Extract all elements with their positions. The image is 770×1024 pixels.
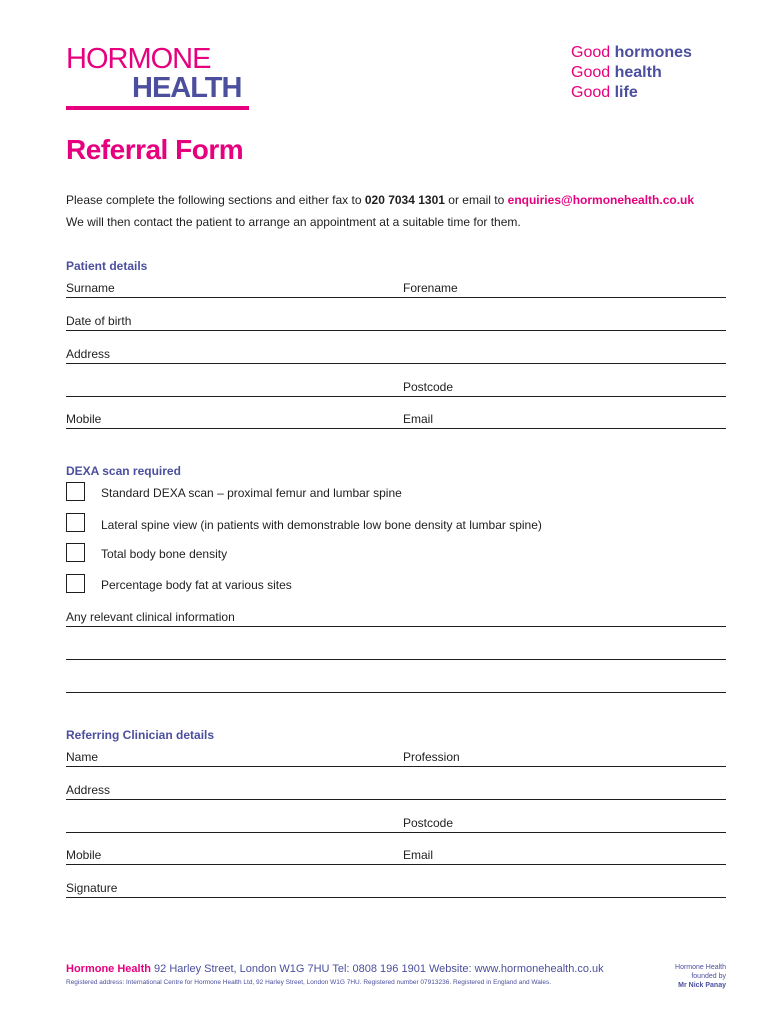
clinician-section-title: Referring Clinician details [66, 728, 215, 742]
address-postcode-field[interactable] [66, 396, 726, 397]
mobile-email-field[interactable] [66, 428, 726, 429]
clinician-address-field[interactable] [66, 799, 726, 800]
intro-line2: We will then contact the patient to arrange an appointment at a suitable time for them. [66, 215, 521, 229]
clinician-address-postcode-field[interactable] [66, 832, 726, 833]
dexa-option-label: Total body bone density [101, 547, 228, 561]
profession-label: Profession [403, 750, 460, 764]
dob-label: Date of birth [66, 314, 132, 328]
footer-registered: Registered address: International Centre for Hormone Health Ltd, 92 Harley Street, London W1G 7HU. Registered number 07913236. Registered in England and Wales. [66, 979, 552, 986]
dexa-option-checkbox[interactable] [66, 543, 85, 562]
page-title: Referral Form [66, 134, 244, 165]
clinician-mobile-email-field[interactable] [66, 864, 726, 865]
signature-label: Signature [66, 881, 118, 895]
logo [66, 44, 252, 110]
dexa-option-label: Standard DEXA scan – proximal femur and lumbar spine [101, 486, 402, 500]
address-label: Address [66, 347, 111, 361]
clinical-info-field[interactable] [66, 692, 726, 693]
forename-label: Forename [403, 281, 458, 295]
surname-forename-field[interactable] [66, 297, 726, 298]
clinician-name-label: Name [66, 750, 99, 764]
clinician-email-label: Email [403, 848, 434, 862]
tagline-line: Good health [571, 64, 662, 81]
footer-brand: Hormone Health [66, 963, 151, 975]
dexa-option-checkbox[interactable] [66, 574, 85, 593]
patient-section-title: Patient details [66, 259, 148, 273]
footer-contact [66, 963, 604, 975]
tagline-line: Good life [571, 84, 638, 101]
founded-by: Hormone Health founded by Mr Nick Panay [675, 964, 726, 989]
dexa-option-label: Lateral spine view (in patients with demonstrable low bone density at lumbar spine) [101, 518, 542, 532]
name-profession-field[interactable] [66, 766, 726, 767]
clinician-mobile-label: Mobile [66, 848, 102, 862]
dob-field[interactable] [66, 330, 726, 331]
address-field[interactable] [66, 363, 726, 364]
dexa-option-label: Percentage body fat at various sites [101, 578, 292, 592]
signature-field[interactable] [66, 897, 726, 898]
clinical-info-field[interactable] [66, 659, 726, 660]
clinical-info-field[interactable] [66, 626, 726, 627]
mobile-label: Mobile [66, 412, 102, 426]
intro-line1: Please complete the following sections and either fax to 020 7034 1301 or email to enquiries@hormonehealth.co.uk [66, 193, 695, 207]
dexa-option-checkbox[interactable] [66, 513, 85, 532]
clinical-info-label: Any relevant clinical information [66, 610, 235, 624]
dexa-option-checkbox[interactable] [66, 482, 85, 501]
logo-underline [66, 106, 249, 110]
footer-address: 92 Harley Street, London W1G 7HU Tel: 0808 196 1901 Website: www.hormonehealth.co.uk [150, 963, 604, 975]
surname-label: Surname [66, 281, 115, 295]
postcode-label: Postcode [403, 380, 454, 394]
tagline-line: Good hormones [571, 44, 692, 61]
email-label: Email [403, 412, 434, 426]
email-link[interactable]: enquiries@hormonehealth.co.uk [507, 193, 695, 207]
clinician-postcode-label: Postcode [403, 816, 454, 830]
clinician-address-label: Address [66, 783, 111, 797]
fax-number: 020 7034 1301 [364, 193, 445, 207]
tagline [571, 43, 692, 103]
logo-line1: HORMONE [66, 43, 211, 75]
logo-line2: HEALTH [132, 72, 242, 104]
dexa-section-title: DEXA scan required [66, 464, 181, 478]
